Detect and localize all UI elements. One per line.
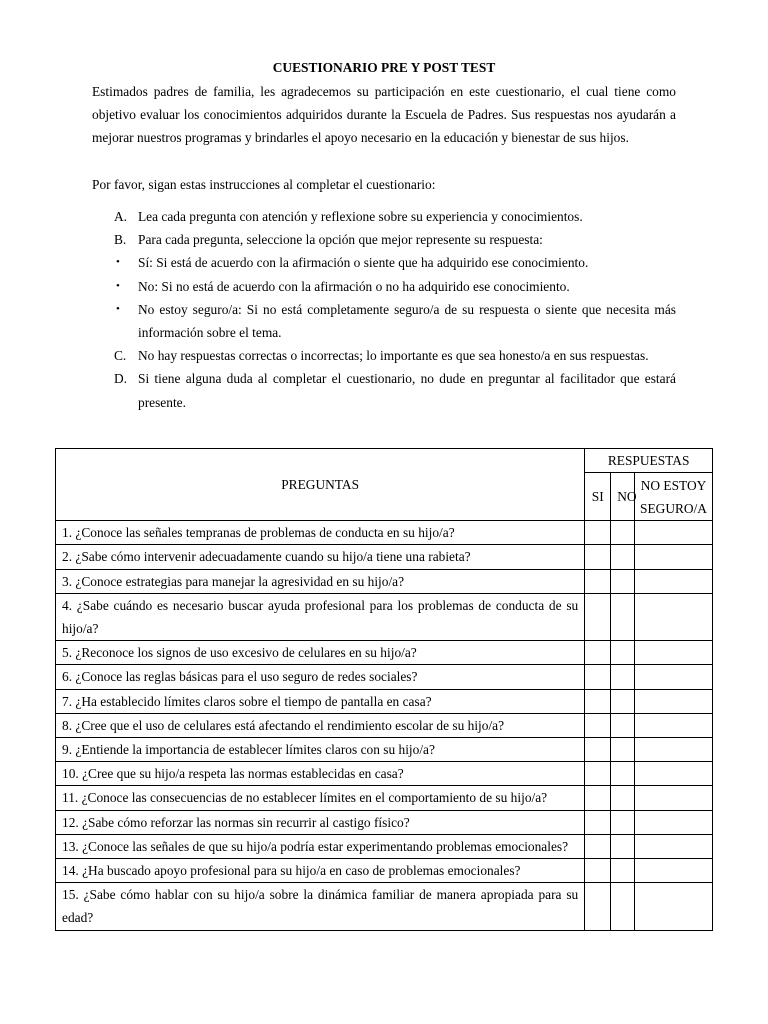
- answer-unsure-cell[interactable]: [635, 786, 713, 810]
- answer-no-cell[interactable]: [611, 762, 635, 786]
- question-text: 4. ¿Sabe cuándo es necesario buscar ayuda profesional para los problemas de conducta de su hijo/a?: [56, 593, 585, 640]
- question-text: 6. ¿Conoce las reglas básicas para el uso seguro de redes sociales?: [56, 665, 585, 689]
- table-row: [56, 521, 713, 545]
- instruction-text: Sí: Si está de acuerdo con la afirmación o siente que ha adquirido ese conocimiento.: [138, 255, 589, 271]
- question-text: 11. ¿Conoce las consecuencias de no establecer límites en el comportamiento de su hijo/a?: [56, 786, 585, 810]
- instruction-item: [92, 367, 676, 413]
- answer-unsure-cell[interactable]: [635, 762, 713, 786]
- table-row: [56, 738, 713, 762]
- answer-unsure-cell[interactable]: [635, 569, 713, 593]
- questionnaire-table: [55, 448, 713, 931]
- answer-si-cell[interactable]: [585, 593, 611, 640]
- questions-header: PREGUNTAS: [56, 449, 585, 521]
- table-row: [56, 593, 713, 640]
- answer-si-cell[interactable]: [585, 786, 611, 810]
- list-marker: A.: [114, 209, 128, 224]
- table-row: [56, 665, 713, 689]
- instruction-item: [92, 205, 676, 228]
- instruction-item: [92, 275, 676, 298]
- answer-no-cell[interactable]: [611, 569, 635, 593]
- answer-unsure-cell[interactable]: [635, 834, 713, 858]
- answer-no-cell[interactable]: [611, 859, 635, 883]
- question-text: 3. ¿Conoce estrategias para manejar la agresividad en su hijo/a?: [56, 569, 585, 593]
- questions-body: [56, 521, 713, 930]
- intro-paragraph: Estimados padres de familia, les agradecemos su participación en este cuestionario, el cual tiene como objetivo evaluar los conocimientos adquiridos durante la Escuela de Padres. Sus respuestas nos ayudarán a mejorar nuestros programas y brindarles el apoyo necesario en la educación y bienestar de sus hijos.: [92, 84, 676, 146]
- answer-si-cell[interactable]: [585, 859, 611, 883]
- answer-si-cell[interactable]: [585, 762, 611, 786]
- answer-no-cell[interactable]: [611, 641, 635, 665]
- bullet-marker: •: [116, 256, 120, 269]
- answer-si-cell[interactable]: [585, 883, 611, 930]
- answer-no-cell[interactable]: [611, 689, 635, 713]
- instruction-text: No estoy seguro/a: Si no está completamente seguro/a de su respuesta o siente que necesita más información sobre el tema.: [138, 301, 676, 341]
- answer-si-cell[interactable]: [585, 738, 611, 762]
- answer-unsure-cell[interactable]: [635, 883, 713, 930]
- list-marker: D.: [114, 371, 128, 387]
- table-row: [56, 786, 713, 810]
- table-row: [56, 762, 713, 786]
- answer-si-cell[interactable]: [585, 810, 611, 834]
- col-no-header: NO: [611, 473, 635, 521]
- answer-si-cell[interactable]: [585, 545, 611, 569]
- answer-no-cell[interactable]: [611, 883, 635, 930]
- table-row: [56, 689, 713, 713]
- table-row: [56, 883, 713, 930]
- table-row: [56, 569, 713, 593]
- answer-unsure-cell[interactable]: [635, 665, 713, 689]
- answer-unsure-cell[interactable]: [635, 689, 713, 713]
- answer-unsure-cell[interactable]: [635, 521, 713, 545]
- question-text: 15. ¿Sabe cómo hablar con su hijo/a sobre la dinámica familiar de manera apropiada para su edad?: [56, 883, 585, 930]
- instruction-item: [92, 251, 676, 274]
- instruction-item: [92, 228, 676, 251]
- answer-si-cell[interactable]: [585, 834, 611, 858]
- instruction-item: [92, 344, 676, 367]
- answer-unsure-cell[interactable]: [635, 859, 713, 883]
- table-row: [56, 545, 713, 569]
- instructions-heading: Por favor, sigan estas instrucciones al completar el cuestionario:: [92, 177, 436, 192]
- instruction-text: No hay respuestas correctas o incorrectas; lo importante es que sea honesto/a en sus respuestas.: [138, 348, 649, 364]
- table-row: [56, 641, 713, 665]
- answer-no-cell[interactable]: [611, 786, 635, 810]
- answer-no-cell[interactable]: [611, 834, 635, 858]
- instruction-item: [92, 298, 676, 344]
- list-marker: B.: [114, 232, 127, 248]
- col-unsure-header: NO ESTOY SEGURO/A: [635, 473, 713, 521]
- instruction-text: Lea cada pregunta con atención y reflexione sobre su experiencia y conocimientos.: [138, 209, 583, 224]
- answer-unsure-cell[interactable]: [635, 738, 713, 762]
- table-row: [56, 810, 713, 834]
- question-text: 2. ¿Sabe cómo intervenir adecuadamente cuando su hijo/a tiene una rabieta?: [56, 545, 585, 569]
- instruction-text: No: Si no está de acuerdo con la afirmación o no ha adquirido ese conocimiento.: [138, 278, 570, 294]
- question-text: 14. ¿Ha buscado apoyo profesional para su hijo/a en caso de problemas emocionales?: [56, 859, 585, 883]
- question-text: 12. ¿Sabe cómo reforzar las normas sin recurrir al castigo físico?: [56, 810, 585, 834]
- table-row: [56, 834, 713, 858]
- answer-no-cell[interactable]: [611, 665, 635, 689]
- answer-unsure-cell[interactable]: [635, 593, 713, 640]
- instructions-list: [92, 205, 676, 414]
- question-text: 13. ¿Conoce las señales de que su hijo/a podría estar experimentando problemas emocionales?: [56, 834, 585, 858]
- answer-si-cell[interactable]: [585, 689, 611, 713]
- col-si-header: SI: [585, 473, 611, 521]
- list-marker: C.: [114, 348, 127, 364]
- answer-si-cell[interactable]: [585, 713, 611, 737]
- question-text: 10. ¿Cree que su hijo/a respeta las normas establecidas en casa?: [56, 762, 585, 786]
- question-text: 8. ¿Cree que el uso de celulares está afectando el rendimiento escolar de su hijo/a?: [56, 713, 585, 737]
- instruction-text: Para cada pregunta, seleccione la opción que mejor represente su respuesta:: [138, 232, 543, 248]
- document-title: CUESTIONARIO PRE Y POST TEST: [272, 60, 496, 75]
- answer-no-cell[interactable]: [611, 593, 635, 640]
- question-text: 5. ¿Reconoce los signos de uso excesivo de celulares en su hijo/a?: [56, 641, 585, 665]
- responses-header: RESPUESTAS: [585, 449, 713, 473]
- answer-no-cell[interactable]: [611, 521, 635, 545]
- answer-no-cell[interactable]: [611, 545, 635, 569]
- answer-unsure-cell[interactable]: [635, 810, 713, 834]
- question-text: 1. ¿Conoce las señales tempranas de problemas de conducta en su hijo/a?: [56, 521, 585, 545]
- instruction-text: Si tiene alguna duda al completar el cuestionario, no dude en preguntar al facilitador que estará presente.: [138, 371, 676, 410]
- bullet-marker: •: [116, 302, 120, 315]
- answer-si-cell[interactable]: [585, 665, 611, 689]
- answer-si-cell[interactable]: [585, 569, 611, 593]
- table-row: [56, 713, 713, 737]
- bullet-marker: •: [116, 279, 120, 292]
- question-text: 9. ¿Entiende la importancia de establecer límites claros con su hijo/a?: [56, 738, 585, 762]
- answer-no-cell[interactable]: [611, 738, 635, 762]
- answer-si-cell[interactable]: [585, 521, 611, 545]
- answer-unsure-cell[interactable]: [635, 713, 713, 737]
- answer-unsure-cell[interactable]: [635, 545, 713, 569]
- answer-unsure-cell[interactable]: [635, 641, 713, 665]
- answer-si-cell[interactable]: [585, 641, 611, 665]
- table-row: [56, 859, 713, 883]
- answer-no-cell[interactable]: [611, 810, 635, 834]
- question-text: 7. ¿Ha establecido límites claros sobre el tiempo de pantalla en casa?: [56, 689, 585, 713]
- answer-no-cell[interactable]: [611, 713, 635, 737]
